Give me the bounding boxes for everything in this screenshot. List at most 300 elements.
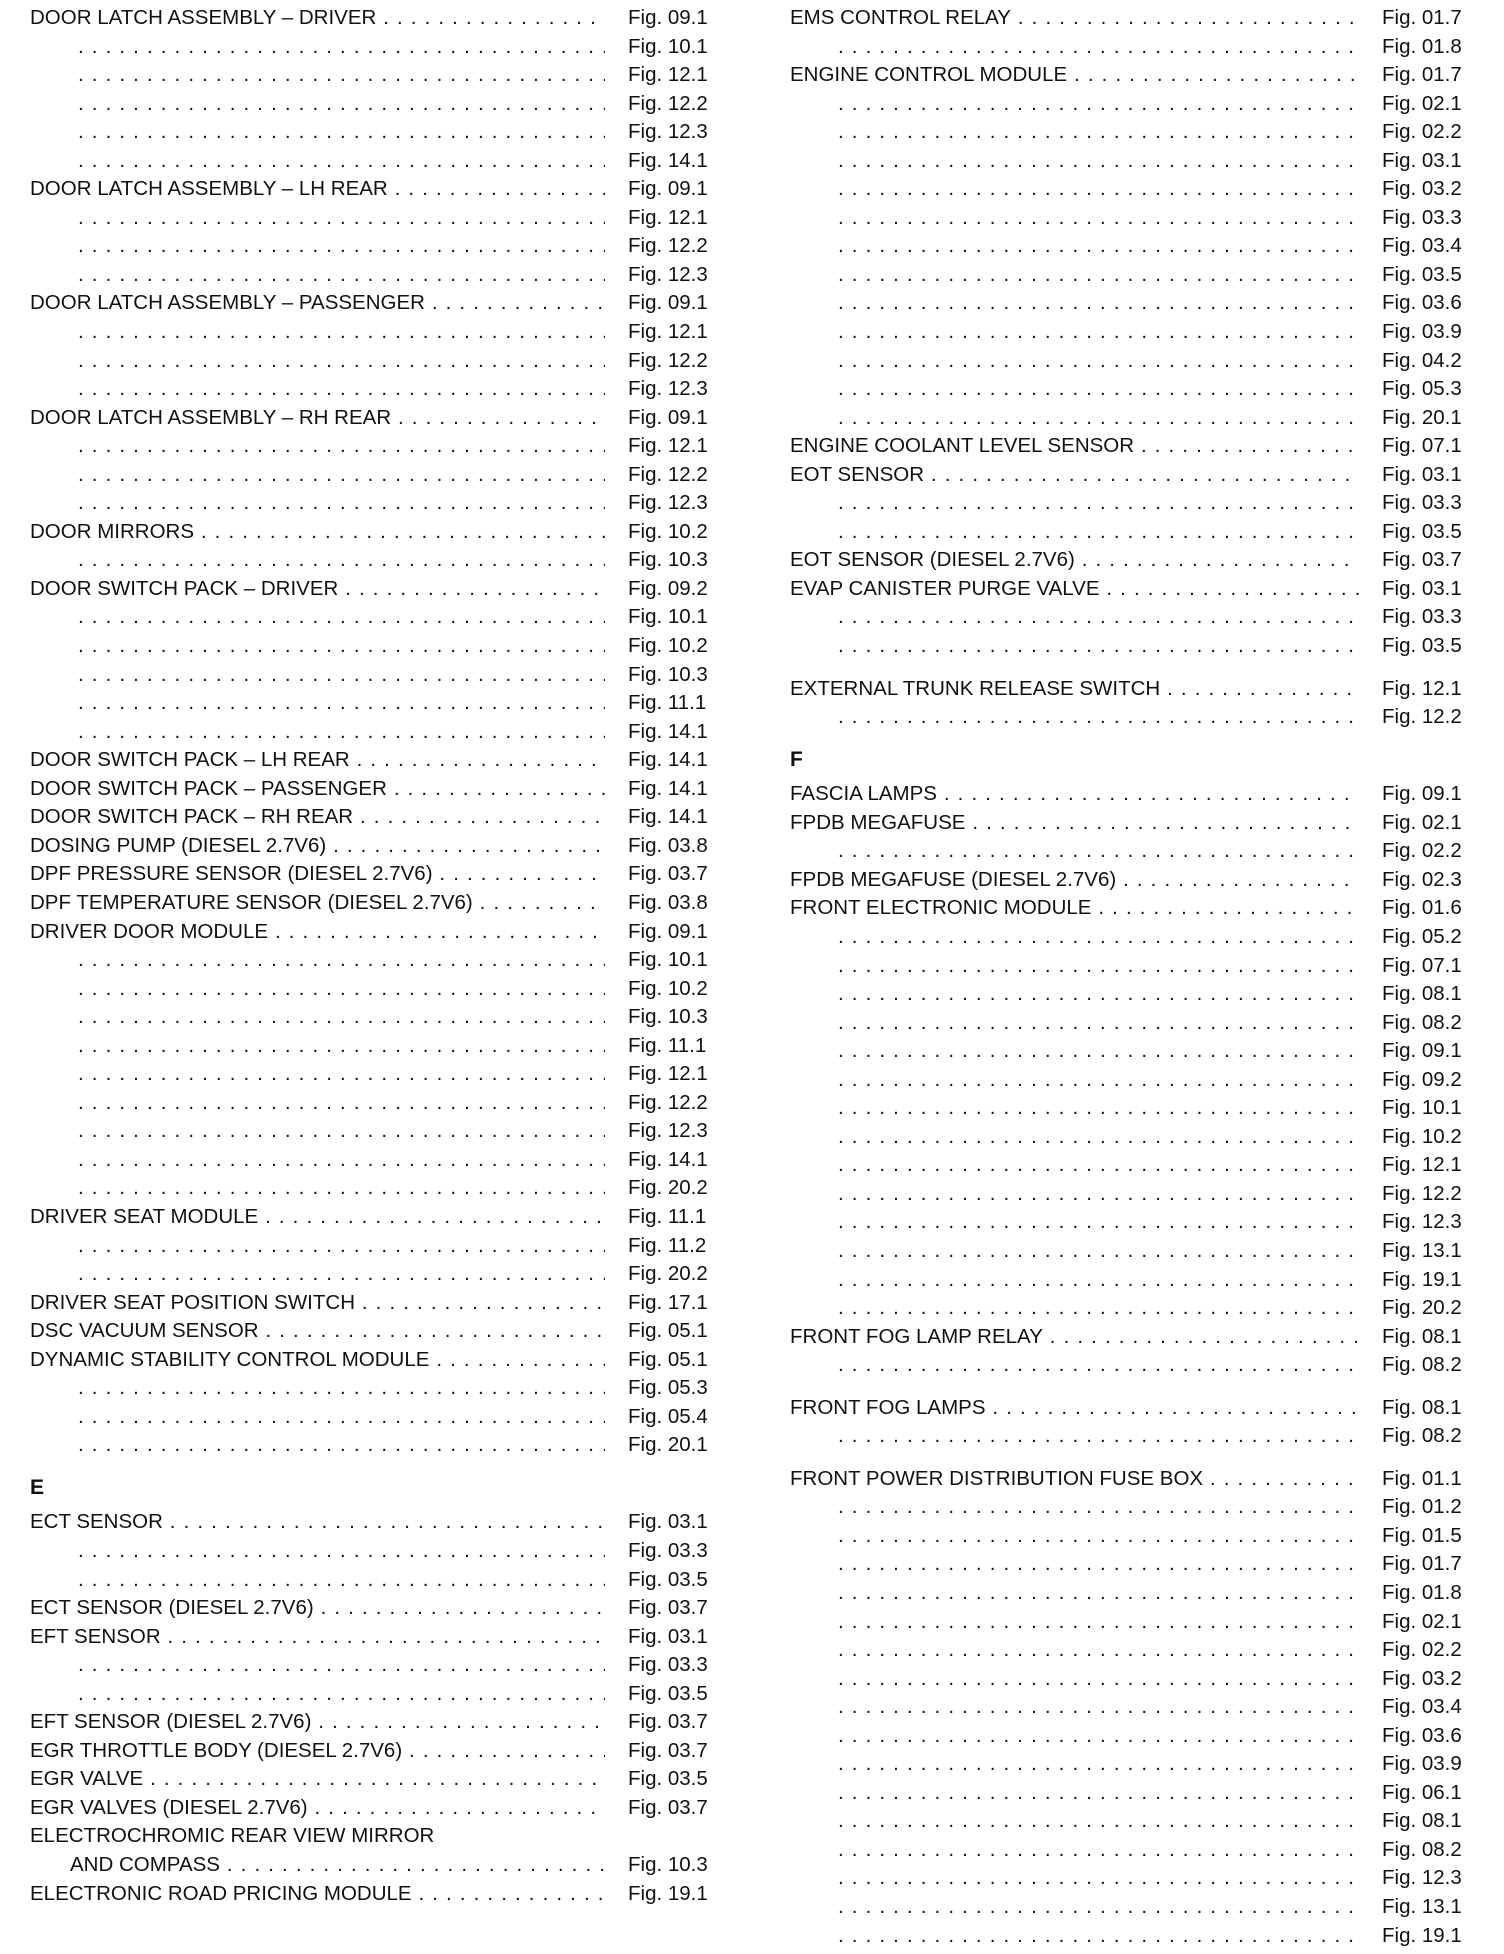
entry-leader [78,1232,605,1261]
figure-reference: Fig. 01.6 [1382,896,1462,920]
figure-reference: Fig. 10.1 [1382,1096,1462,1120]
figure-reference: Fig. 20.2 [628,1176,708,1200]
figure-reference: Fig. 14.1 [628,148,708,172]
index-entry [30,1880,720,1909]
index-entry [790,1722,1474,1751]
figure-reference: Fig. 03.6 [1382,1723,1462,1747]
index-entry [30,1403,720,1432]
entry-label: EGR VALVE . . . [30,1765,605,1794]
index-entry [30,489,720,518]
index-entry [790,1922,1474,1951]
index-entry [790,923,1474,952]
index-entry [30,1737,720,1766]
figure-reference: Fig. 12.1 [628,1062,708,1086]
figure-reference: Fig. 03.7 [628,1738,708,1762]
entry-leader [78,546,605,575]
figure-reference: Fig. 02.2 [1382,839,1462,863]
figure-reference: Fig. 13.1 [1382,1895,1462,1918]
entry-leader [838,175,1359,204]
index-entry [790,289,1474,318]
entry-leader [78,90,605,119]
entry-label: DOOR SWITCH PACK – DRIVER . . . [30,575,605,604]
entry-leader [838,90,1359,119]
entry-leader [78,1060,605,1089]
figure-reference: Fig. 11.2 [628,1233,707,1257]
entry-leader [838,1893,1359,1922]
entry-label: DOOR LATCH ASSEMBLY – RH REAR . . . [30,404,605,433]
entry-leader [78,1651,605,1680]
figure-reference: Fig. 01.8 [1382,34,1462,58]
figure-reference: Fig. 01.1 [1382,1466,1462,1490]
entry-leader [78,432,605,461]
index-entry [790,1180,1474,1209]
figure-reference: Fig. 19.1 [628,1881,708,1905]
section-letter: E [30,1475,45,1499]
entry-label: EXTERNAL TRUNK RELEASE SWITCH . . . [790,675,1359,704]
figure-reference: Fig. 19.1 [1382,1267,1462,1291]
entry-leader [78,1117,605,1146]
index-entry [30,318,720,347]
index-entry [790,894,1474,923]
figure-reference: Fig. 08.1 [1382,982,1462,1006]
figure-reference: Fig. 05.3 [628,1376,708,1400]
entry-label: DOSING PUMP (DIESEL 2.7V6) . . . [30,832,605,861]
index-entry [30,1794,720,1823]
figure-reference: Fig. 09.1 [1382,782,1462,806]
entry-leader [78,1566,605,1595]
entry-leader [838,33,1359,62]
entry-leader [838,1836,1359,1865]
figure-reference: Fig. 03.1 [1382,148,1462,172]
index-entry [30,289,720,318]
figure-reference: Fig. 10.1 [628,605,708,629]
index-entry [790,318,1474,347]
entry-leader [838,118,1359,147]
index-entry [30,1594,720,1623]
index-entry [790,1493,1474,1522]
index-entry [30,1680,720,1709]
figure-reference: Fig. 03.2 [1382,177,1462,201]
entry-leader [838,1864,1359,1893]
entry-leader [838,980,1359,1009]
figure-reference: Fig. 08.2 [1382,1010,1462,1034]
entry-leader [838,489,1359,518]
index-entry [30,746,720,775]
index-entry [790,1266,1474,1295]
entry-leader [78,946,605,975]
figure-reference: Fig. 12.1 [628,320,708,344]
figure-reference: Fig. 05.4 [628,1404,708,1428]
index-entry [790,1750,1474,1779]
figure-reference: Fig. 08.2 [1382,1424,1462,1448]
entry-label: ELECTRONIC ROAD PRICING MODULE . . . [30,1880,605,1909]
index-entry [30,1374,720,1403]
figure-reference: Fig. 12.1 [1382,1153,1462,1177]
entry-label: EOT SENSOR . . . [790,461,1359,490]
figure-reference: Fig. 03.5 [1382,519,1462,543]
index-entry [30,1117,720,1146]
entry-leader [78,347,605,376]
entry-leader [838,1266,1359,1295]
section-letter: F [790,747,803,771]
entry-leader [838,1750,1359,1779]
figure-reference: Fig. 10.3 [628,1853,708,1876]
entry-label: FPDB MEGAFUSE (DIESEL 2.7V6) . . . [790,866,1359,895]
index-entry [790,4,1474,33]
figure-reference: Fig. 10.2 [628,519,708,543]
figure-reference: Fig. 03.9 [1382,320,1462,344]
index-entry [790,1465,1474,1494]
index-entry [790,232,1474,261]
entry-leader [838,518,1359,547]
entry-leader [78,1537,605,1566]
index-entry [790,1608,1474,1637]
figure-reference: Fig. 09.2 [1382,1067,1462,1091]
figure-reference: Fig. 06.1 [1382,1780,1462,1804]
entry-label: ENGINE COOLANT LEVEL SENSOR . . . [790,432,1359,461]
figure-reference: Fig. 12.2 [628,1090,708,1114]
figure-reference: Fig. 02.2 [1382,120,1462,144]
entry-leader [838,375,1359,404]
index-entry [30,1060,720,1089]
figure-reference: Fig. 07.1 [1382,434,1462,458]
figure-reference: Fig. 03.4 [1382,234,1462,258]
figure-reference: Fig. 12.3 [1382,1866,1462,1890]
index-entry [30,175,720,204]
entry-leader [838,1037,1359,1066]
entry-leader [838,1180,1359,1209]
figure-reference: Fig. 12.2 [628,462,708,486]
index-entry [30,1260,720,1289]
index-entry [30,1822,720,1851]
index-entry [30,1431,720,1460]
index-entry [790,432,1474,461]
entry-leader [838,1294,1359,1323]
figure-reference: Fig. 03.5 [628,1767,708,1791]
figure-reference: Fig. 12.2 [628,91,708,115]
figure-reference: Fig. 12.3 [628,120,708,144]
figure-reference: Fig. 14.1 [628,1147,708,1171]
index-entry [30,575,720,604]
figure-reference: Fig. 09.1 [1382,1039,1462,1063]
figure-reference: Fig. 03.6 [1382,291,1462,315]
entry-label: AND COMPASS . . . [30,1851,605,1880]
figure-reference: Fig. 10.3 [628,1005,708,1029]
entry-label: EOT SENSOR (DIESEL 2.7V6) . . . [790,546,1359,575]
figure-reference: Fig. 02.2 [1382,1638,1462,1662]
figure-reference: Fig. 14.1 [628,748,708,772]
index-entry [30,1203,720,1232]
index-entry [790,33,1474,62]
index-entry [30,1289,720,1318]
entry-leader [838,703,1359,732]
index-entry [790,780,1474,809]
entry-leader [78,232,605,261]
entry-leader [78,489,605,518]
figure-reference: Fig. 12.3 [628,262,708,286]
index-entry [30,1089,720,1118]
entry-leader [838,1693,1359,1722]
index-entry [790,1522,1474,1551]
index-entry [30,147,720,176]
figure-reference: Fig. 10.1 [628,34,708,58]
index-entry [790,632,1474,661]
entry-leader [838,1779,1359,1808]
index-entry [30,1651,720,1680]
entry-leader [78,975,605,1004]
index-entry [790,866,1474,895]
entry-leader [838,1522,1359,1551]
entry-label: EFT SENSOR (DIESEL 2.7V6) . . . [30,1708,605,1737]
figure-reference: Fig. 12.3 [628,1119,708,1143]
entry-leader [838,261,1359,290]
index-column-right [790,4,1474,1950]
entry-leader [78,632,605,661]
index-entry [30,204,720,233]
figure-reference: Fig. 01.5 [1382,1523,1462,1547]
index-entry [30,889,720,918]
index-entry [30,1765,720,1794]
figure-reference: Fig. 08.1 [1382,1395,1462,1419]
entry-label: EGR VALVES (DIESEL 2.7V6) . . . [30,1794,605,1823]
figure-reference: Fig. 03.9 [1382,1752,1462,1776]
entry-leader [838,1123,1359,1152]
entry-leader [838,1422,1359,1451]
figure-reference: Fig. 20.2 [1382,1296,1462,1320]
figure-reference: Fig. 03.4 [1382,1695,1462,1719]
entry-label: DOOR LATCH ASSEMBLY – DRIVER . . . [30,4,605,33]
figure-reference: Fig. 12.3 [628,491,708,515]
index-entry [30,603,720,632]
figure-reference: Fig. 03.5 [1382,634,1462,658]
figure-reference: Fig. 14.1 [628,805,708,829]
entry-label: DOOR LATCH ASSEMBLY – LH REAR . . . [30,175,605,204]
figure-reference: Fig. 03.2 [1382,1666,1462,1690]
figure-reference: Fig. 10.2 [1382,1124,1462,1148]
entry-leader [78,1089,605,1118]
figure-reference: Fig. 08.2 [1382,1837,1462,1861]
index-entry [790,675,1474,704]
entry-leader [78,118,605,147]
figure-reference: Fig. 09.1 [628,405,708,429]
figure-reference: Fig. 05.2 [1382,924,1462,948]
entry-leader [838,1094,1359,1123]
entry-leader [78,1146,605,1175]
entry-leader [838,1009,1359,1038]
index-entry [30,661,720,690]
entry-leader [838,1665,1359,1694]
entry-leader [838,837,1359,866]
figure-reference: Fig. 12.3 [628,377,708,401]
index-entry [30,90,720,119]
index-entry [30,775,720,804]
index-entry [790,1864,1474,1893]
entry-label: DOOR SWITCH PACK – PASSENGER . . . [30,775,605,804]
entry-leader [78,1032,605,1061]
entry-label: FPDB MEGAFUSE . . . [790,809,1359,838]
figure-reference: Fig. 02.1 [1382,810,1462,834]
index-entry [790,952,1474,981]
index-entry [790,1550,1474,1579]
figure-reference: Fig. 03.3 [1382,205,1462,229]
entry-label: FRONT FOG LAMP RELAY . . . [790,1323,1359,1352]
index-entry [30,118,720,147]
index-entry [790,837,1474,866]
figure-reference: Fig. 09.1 [628,919,708,943]
entry-label: DRIVER DOOR MODULE . . . [30,918,605,947]
index-entry [30,232,720,261]
index-entry [30,1317,720,1346]
entry-label: DYNAMIC STABILITY CONTROL MODULE . . . [30,1346,605,1375]
figure-reference: Fig. 05.1 [628,1319,708,1343]
index-entry [790,347,1474,376]
index-entry [30,689,720,718]
figure-reference: Fig. 03.3 [1382,491,1462,515]
entry-leader [838,147,1359,176]
index-entry [30,33,720,62]
entry-leader [838,1208,1359,1237]
index-entry [30,1508,720,1537]
figure-reference: Fig. 17.1 [628,1290,708,1314]
entry-leader [838,1550,1359,1579]
figure-reference: Fig. 11.1 [628,1033,707,1057]
figure-reference: Fig. 12.2 [1382,705,1462,729]
figure-reference: Fig. 03.3 [628,1538,708,1562]
entry-leader [838,603,1359,632]
index-entry [790,809,1474,838]
figure-reference: Fig. 03.7 [1382,548,1462,572]
entry-leader [838,204,1359,233]
index-entry [30,1623,720,1652]
index-entry [30,461,720,490]
entry-label: DOOR MIRRORS . . . [30,518,605,547]
figure-reference: Fig. 08.1 [1382,1324,1462,1348]
index-entry [30,347,720,376]
entry-leader [838,1066,1359,1095]
index-entry [790,575,1474,604]
figure-reference: Fig. 03.7 [628,1596,708,1620]
figure-reference: Fig. 10.2 [628,634,708,658]
figure-reference: Fig. 03.5 [628,1567,708,1591]
index-entry [790,980,1474,1009]
entry-leader [78,147,605,176]
index-entry [790,204,1474,233]
index-entry [790,1893,1474,1922]
index-entry [790,1037,1474,1066]
index-entry [30,946,720,975]
entry-label: FRONT POWER DISTRIBUTION FUSE BOX . . . [790,1465,1359,1494]
figure-reference: Fig. 01.8 [1382,1580,1462,1604]
index-entry [790,461,1474,490]
index-entry [790,703,1474,732]
index-entry [790,1422,1474,1451]
index-entry [790,1208,1474,1237]
figure-reference: Fig. 01.7 [1382,6,1462,29]
entry-leader [78,204,605,233]
index-entry [30,1032,720,1061]
figure-reference: Fig. 03.3 [628,1653,708,1677]
figure-reference: Fig. 03.7 [628,1710,708,1734]
figure-reference: Fig. 20.2 [628,1262,708,1286]
entry-leader [78,375,605,404]
index-entry [790,404,1474,433]
index-column-left [30,4,720,1908]
figure-reference: Fig. 01.7 [1382,63,1462,87]
index-entry [30,860,720,889]
entry-leader [838,404,1359,433]
figure-reference: Fig. 10.2 [628,976,708,1000]
entry-label: DPF PRESSURE SENSOR (DIESEL 2.7V6) . . . [30,860,605,889]
figure-reference: Fig. 12.1 [628,205,708,229]
index-entry [30,803,720,832]
figure-reference: Fig. 10.3 [628,662,708,686]
figure-reference: Fig. 09.1 [628,6,708,29]
entry-label: FRONT FOG LAMPS . . . [790,1394,1359,1423]
index-entry [30,546,720,575]
index-entry [30,518,720,547]
index-entry [30,718,720,747]
index-entry [790,1294,1474,1323]
index-entry [790,1394,1474,1423]
entry-leader [78,1374,605,1403]
entry-label: DOOR SWITCH PACK – LH REAR . . . [30,746,605,775]
entry-leader [78,603,605,632]
figure-reference: Fig. 12.2 [1382,1181,1462,1205]
entry-label: DOOR LATCH ASSEMBLY – PASSENGER . . . [30,289,605,318]
figure-reference: Fig. 03.1 [1382,576,1462,600]
entry-leader [78,661,605,690]
figure-reference: Fig. 08.2 [1382,1353,1462,1377]
index-entry [790,1807,1474,1836]
index-entry [30,1232,720,1261]
entry-label: EGR THROTTLE BODY (DIESEL 2.7V6) . . . [30,1737,605,1766]
figure-reference: Fig. 01.2 [1382,1495,1462,1519]
index-entry [30,1174,720,1203]
index-entry [790,1779,1474,1808]
index-entry [790,1693,1474,1722]
entry-leader [78,318,605,347]
figure-reference: Fig. 03.8 [628,833,708,857]
entry-label: ECT SENSOR (DIESEL 2.7V6) . . . [30,1594,605,1623]
figure-reference: Fig. 09.2 [628,576,708,600]
index-entry [790,1665,1474,1694]
figure-reference: Fig. 02.1 [1382,1609,1462,1633]
figure-reference: Fig. 03.7 [628,862,708,886]
index-entry [790,1094,1474,1123]
entry-leader [78,1680,605,1709]
entry-leader [78,689,605,718]
figure-reference: Fig. 07.1 [1382,953,1462,977]
figure-reference: Fig. 03.1 [628,1624,708,1648]
figure-reference: Fig. 04.2 [1382,348,1462,372]
index-entry [30,432,720,461]
figure-reference: Fig. 02.1 [1382,91,1462,115]
figure-reference: Fig. 03.8 [628,890,708,914]
index-entry [30,1851,720,1880]
index-entry [30,1537,720,1566]
entry-leader [838,1636,1359,1665]
figure-reference: Fig. 03.7 [628,1795,708,1819]
figure-reference: Fig. 03.5 [628,1681,708,1705]
index-entry [30,1003,720,1032]
figure-reference: Fig. 14.1 [628,776,708,800]
entry-label: EMS CONTROL RELAY . . . [790,4,1359,33]
index-entry [790,1151,1474,1180]
index-entry [30,375,720,404]
figure-reference: Fig. 09.1 [628,291,708,315]
figure-reference: Fig. 12.1 [628,63,708,87]
entry-leader [838,232,1359,261]
